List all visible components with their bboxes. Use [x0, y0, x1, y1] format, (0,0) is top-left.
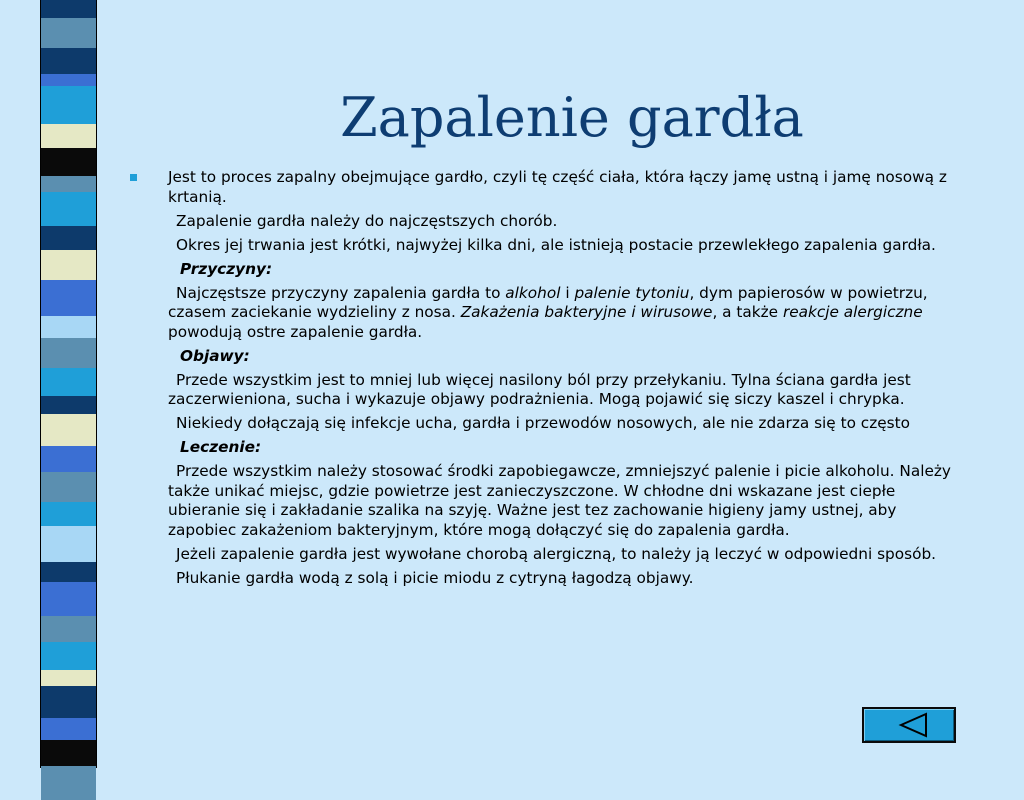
section-heading: Objawy: [180, 346, 250, 365]
paragraph: Przede wszystkim jest to mniej lub więcej nasilony ból przy przełykaniu. Tylna ściana gardła jest zaczerwieniona, sucha i wykazuje objawy podrażnienia. Mogą pojawić się siczy kaszel i chrypka. [168, 370, 911, 408]
stripe-band [41, 686, 96, 718]
text-segment: i [560, 283, 575, 302]
stripe-band [41, 562, 96, 582]
stripe-band [41, 670, 96, 686]
stripe-band [41, 414, 96, 446]
section-heading: Leczenie: [180, 438, 262, 456]
text-segment: , a także [712, 303, 783, 321]
slide-body [130, 168, 962, 593]
paragraph [130, 284, 962, 343]
slide-title: Zapalenie gardła [340, 86, 804, 149]
stripe-band [41, 192, 96, 226]
square-bullet-icon [130, 174, 137, 181]
stripe-band [41, 148, 96, 176]
stripe-band [41, 226, 96, 250]
stripe-band [41, 396, 96, 414]
stripe-band [41, 48, 96, 74]
stripe-band [41, 338, 96, 368]
stripe-band [41, 616, 96, 642]
stripe-band [41, 446, 96, 472]
stripe-band [41, 642, 96, 670]
emphasized-term: alkohol [505, 283, 561, 302]
text-segment: Najczęstsze przyczyny zapalenia gardła to [176, 283, 506, 302]
stripe-band [41, 250, 96, 280]
stripe-band [41, 526, 96, 562]
emphasized-term: reakcje alergiczne [782, 303, 923, 321]
bullet-paragraph [130, 168, 962, 207]
stripe-band [41, 0, 96, 18]
paragraph: Przede wszystkim należy stosować środki zapobiegawcze, zmniejszyć palenie i picie alkoholu. Należy także unikać miejsc, gdzie powietrze jest zanieczyszczone. W chłodne dni wskazane jest ciepłe ubieranie się i zakładanie szalika na szyję. Ważne jest tez zachowanie higieny jamy ustnej, aby zapobiec zakażeniom bakteryjnym, które mogą dołączyć się do zapalenia gardła. [168, 462, 951, 539]
paragraph-text: Jest to proces zapalny obejmujące gardło, czyli tę część ciała, która łączy jamę ustną i jamę nosową z krtanią. [168, 168, 947, 206]
emphasized-term: palenie tytoniu [574, 283, 690, 302]
stripe-band [41, 502, 96, 526]
stripe-band [41, 740, 96, 766]
text-segment: , dym papierosów w powietrzu, czasem zaciekanie wydzieliny z nosa. [168, 283, 928, 321]
stripe-band [41, 280, 96, 316]
text-segment: powodują ostre zapalenie gardła. [168, 322, 423, 341]
stripe-band [41, 368, 96, 396]
stripe-band [41, 718, 96, 740]
stripe-band [41, 176, 96, 192]
paragraph: Jeżeli zapalenie gardła jest wywołane chorobą alergiczną, to należy ją leczyć w odpowiedni sposób. [176, 544, 937, 563]
decorative-stripe-bar [40, 0, 97, 768]
stripe-band [41, 86, 96, 124]
section-heading: Przyczyny: [180, 259, 273, 278]
stripe-band [41, 582, 96, 616]
stripe-band [41, 766, 96, 800]
paragraph: Zapalenie gardła należy do najczęstszych chorób. [176, 211, 558, 230]
stripe-band [41, 74, 96, 86]
paragraph: Płukanie gardła wodą z solą i picie miodu z cytryną łagodzą objawy. [176, 568, 694, 587]
triangle-left-icon [864, 709, 954, 741]
stripe-band [41, 316, 96, 338]
emphasized-term: Zakażenia bakteryjne i wirusowe [460, 303, 713, 321]
stripe-band [41, 472, 96, 502]
paragraph: Niekiedy dołączają się infekcje ucha, gardła i przewodów nosowych, ale nie zdarza się to często [176, 414, 910, 432]
back-button[interactable] [862, 707, 956, 743]
paragraph: Okres jej trwania jest krótki, najwyżej kilka dni, ale istnieją postacie przewlekłego zapalenia gardła. [176, 235, 936, 254]
stripe-band [41, 18, 96, 48]
stripe-band [41, 124, 96, 148]
